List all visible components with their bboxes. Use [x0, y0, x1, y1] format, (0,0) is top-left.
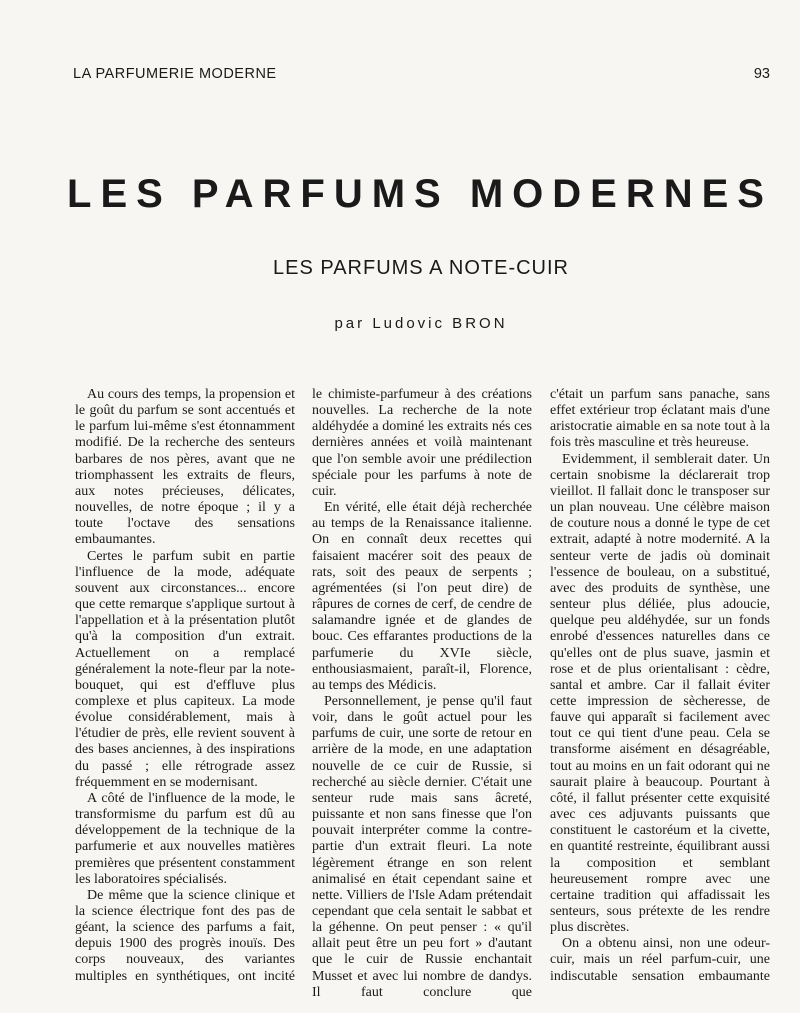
article-byline: par Ludovic BRON [334, 315, 508, 332]
paragraph: On a obtenu ainsi, non une odeur-cuir, mais un réel parfum-cuir, une indiscutable sensation embaumante [550, 936, 770, 984]
paragraph: A côté de l'influence de la mode, le transformisme du parfum est dû au développement de la technique de la parfumerie et aux nouvelles matières premières que présentent constamment les laboratoires spécialisés. [75, 790, 295, 887]
running-header [73, 66, 770, 86]
text-column-2 [312, 387, 532, 1001]
text-column-1 [75, 387, 295, 985]
paragraph: Au cours des temps, la propension et le goût du parfum se sont accentués et le parfum lui-même s'est étonnamment modifié. De la recherche des senteurs barbares de nos pères, avant que ne triomphassent les extraits de fleurs, aux notes précieuses, délicates, nouvelles, de notre époque ; il y a toute l'octave des sensations embaumantes. [75, 387, 295, 548]
paragraph: le chimiste-parfumeur à des créations nouvelles. La recherche de la note aldéhydée a dominé les extraits nés ces dernières années et voilà maintenant que l'on semble avoir une prédilection spéciale pour les parfums à note de cuir. [312, 387, 532, 499]
running-title: LA PARFUMERIE MODERNE [73, 66, 277, 82]
paragraph: c'était un parfum sans panache, sans effet extérieur trop éclatant mais d'une aristocratie aimable en sa note tout à la fois très masculine et très heureuse. [550, 387, 770, 451]
page-number: 93 [753, 66, 770, 82]
text-column-3 [550, 387, 770, 985]
article-title: LES PARFUMS MODERNES [67, 172, 773, 216]
paragraph: De même que la science clinique et la science électrique font des pas de géant, la science des parfums a fait, depuis 1900 des progrès inouïs. Des corps nouveaux, des variantes multiples en synthétiques, ont incité [75, 887, 295, 984]
paragraph: Personnellement, je pense qu'il faut voir, dans le goût actuel pour les parfums de cuir, une sorte de retour en arrière de la mode, en une adaptation nouvelle de ce cuir de Russie, si recherché au siècle dernier. C'était une senteur rude mais sans âcreté, puissante et non sans finesse que l'on pouvait interpréter comme la contre-partie d'un extrait fleuri. La note légèrement étrange en son relent animalisé en était cependant saine et nette. Villiers de l'Isle Adam prétendait cependant que cela sentait le sabbat et la géhenne. On peut penser : « qu'il allait peut être un peu fort » d'autant que le cuir de Russie enchantait Musset et avec lui nombre de dandys. Il faut conclure que [312, 693, 532, 1000]
paragraph: En vérité, elle était déjà recherchée au temps de la Renaissance italienne. On en connaît deux recettes qui faisaient macérer soit des peaux de rats, soit des peaux de serpents ; agrémentées (si l'on peut dire) de râpures de cornes de cerf, de cendre de salamandre ignée et de glandes de bouc. Ces effarantes productions de la parfumerie du XVIe siècle, enthousiasmaient, paraît-il, Florence, au temps des Médicis. [312, 500, 532, 693]
paragraph: Certes le parfum subit en partie l'influence de la mode, adéquate souvent aux circonstances... encore que cette remarque s'applique surtout à l'appellation et à la présentation plutôt qu'à la composition d'un extrait. Actuellement on a remplacé généralement la note-fleur par la note-bouquet, qui est d'effluve plus complexe et plus capiteux. La mode évolue considérablement, mais à l'étudier de près, elle revient souvent à des bases anciennes, à des inspirations du passé ; elle rétrograde assez fréquemment en se modernisant. [75, 548, 295, 790]
article-subtitle: LES PARFUMS A NOTE-CUIR [272, 257, 569, 279]
paragraph: Evidemment, il semblerait dater. Un certain snobisme la déclarerait trop vieillot. Il fallait donc le transposer sur un plan nouveau. Une célèbre maison de couture nous a donné le type de cet extrait, adapté à notre modernité. A la senteur verte de jadis où dominait l'essence de bouleau, on a substitué, avec des produits de synthèse, une senteur plus déliée, plus adoucie, quelque peu aldéhydée, sur un fonds enrobé d'essences naturelles dans ce qu'elles ont de plus suave, jasmin et rose et de plus orientalisant : cèdre, santal et ambre. Car il fallait éviter cette impression de sècheresse, de fauve qui apparaît si facilement avec tout ce qui tient d'une peau. Cela se transforme aisément en désagréable, tout au moins en un fait odorant qui ne saurait plaire à beaucoup. Pourtant à côté, il fallut présenter cette exquisité avec ces adjuvants puissants que constituent le castoréum et la civette, en quantité restreinte, équilibrant aussi la composition et semblant heureusement rompre avec une certaine tradition qui affadissait les senteurs, sous prétexte de les rendre plus discrètes. [550, 451, 770, 936]
